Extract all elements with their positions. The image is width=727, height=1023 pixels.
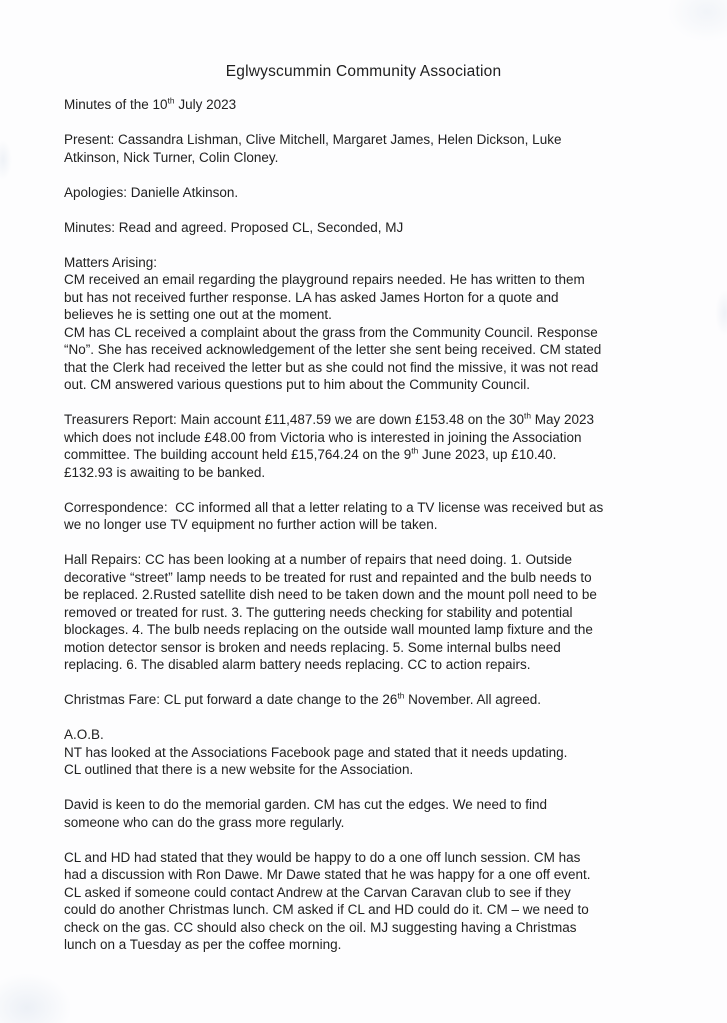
text-line: someone who can do the grass more regularly.	[64, 814, 345, 830]
text-line: Matters Arising:	[64, 254, 158, 270]
text-line: check on the gas. CC should also check on the oil. MJ suggesting having a Christmas	[64, 919, 577, 935]
text-line: replacing. 6. The disabled alarm battery needs replacing. CC to action repairs.	[64, 657, 531, 672]
paragraph	[64, 796, 674, 831]
text-line: CM has CL received a complaint about the grass from the Community Council. Response	[64, 324, 598, 340]
text-line: believes he is setting one out at the moment.	[64, 307, 332, 322]
scan-artifact	[0, 973, 72, 1023]
text-line: we no longer use TV equipment no further action will be taken.	[64, 517, 438, 532]
text-line: decorative “street” lamp needs to be treated for rust and repainted and the bulb needs to	[64, 569, 592, 585]
paragraph	[64, 131, 674, 166]
scan-artifact	[667, 0, 727, 42]
text-line: motion detector sensor is broken and needs replacing. 5. Some internal bulbs need	[64, 639, 561, 655]
text-line: Correspondence: CC informed all that a letter relating to a TV license was received but as	[64, 499, 604, 515]
text-line: Christmas Fare: CL put forward a date change to the 26th November. All agreed.	[64, 690, 541, 707]
text-line: CL outlined that there is a new website for the Association.	[64, 762, 414, 777]
text-line: A.O.B.	[64, 727, 104, 742]
text-line: but has not received further response. LA has asked James Horton for a quote and	[64, 289, 559, 305]
text-line: Atkinson, Nick Turner, Colin Cloney.	[64, 149, 279, 165]
ordinal-superscript: th	[397, 690, 405, 701]
text-line: committee. The building account held £15,764.24 on the 9th June 2023, up £10.40.	[64, 445, 557, 462]
ordinal-superscript: th	[411, 445, 419, 456]
document-title: Eglwyscummin Community Association	[225, 63, 502, 80]
paragraph	[64, 411, 674, 481]
text-line: lunch on a Tuesday as per the coffee morning.	[64, 937, 342, 952]
scan-artifact	[715, 290, 727, 336]
text-line: that the Clerk had received the letter but as she could not find the missive, it was not read	[64, 359, 599, 375]
text-line: Minutes: Read and agreed. Proposed CL, Seconded, MJ	[64, 219, 404, 235]
text-line: NT has looked at the Associations Facebook page and stated that it needs updating.	[64, 744, 568, 760]
text-line: Present: Cassandra Lishman, Clive Mitchell, Margaret James, Helen Dickson, Luke	[64, 132, 562, 147]
text-line: CL asked if someone could contact Andrew at the Carvan Caravan club to see if they	[64, 884, 571, 900]
text-line: CL and HD had stated that they would be happy to do a one off lunch session. CM has	[64, 849, 581, 865]
text-line: had a discussion with Ron Dawe. Mr Dawe stated that he was happy for a one off event.	[64, 867, 591, 882]
text-line: “No”. She has received acknowledgement of the letter she sent being received. CM stated	[64, 342, 602, 357]
paragraph	[64, 551, 674, 674]
text-line: out. CM answered various questions put to him about the Community Council.	[64, 377, 530, 392]
paragraph	[64, 184, 674, 202]
text-line: Apologies: Danielle Atkinson.	[64, 184, 239, 200]
text-line: Treasurers Report: Main account £11,487.59 we are down £153.48 on the 30th May 2023	[64, 410, 595, 427]
text-line: David is keen to do the memorial garden. CM has cut the edges. We need to find	[64, 797, 548, 812]
paragraph	[64, 499, 674, 534]
text-line: which does not include £48.00 from Victoria who is interested in joining the Association	[64, 429, 582, 445]
document-body	[64, 96, 674, 971]
text-line: be replaced. 2.Rusted satellite dish need to be taken down and the mount poll need to be	[64, 587, 597, 602]
text-line: Hall Repairs: CC has been looking at a number of repairs that need doing. 1. Outside	[64, 552, 573, 567]
paragraph	[64, 219, 674, 237]
text-line: blockages. 4. The bulb needs replacing on the outside wall mounted lamp fixture and the	[64, 622, 593, 637]
text-line: Minutes of the 10th July 2023	[64, 95, 237, 112]
ordinal-superscript: th	[524, 410, 532, 421]
ordinal-superscript: th	[167, 95, 175, 106]
paragraph	[64, 849, 674, 954]
text-line: CM received an email regarding the playground repairs needed. He has written to them	[64, 272, 585, 287]
text-line: £132.93 is awaiting to be banked.	[64, 464, 266, 480]
scan-artifact	[0, 140, 12, 180]
paragraph	[64, 96, 674, 114]
paragraph	[64, 254, 674, 394]
paragraph	[64, 691, 674, 709]
text-line: could do another Christmas lunch. CM asked if CL and HD could do it. CM – we need to	[64, 902, 589, 917]
paragraph	[64, 726, 674, 779]
text-line: removed or treated for rust. 3. The guttering needs checking for stability and potential	[64, 604, 573, 620]
